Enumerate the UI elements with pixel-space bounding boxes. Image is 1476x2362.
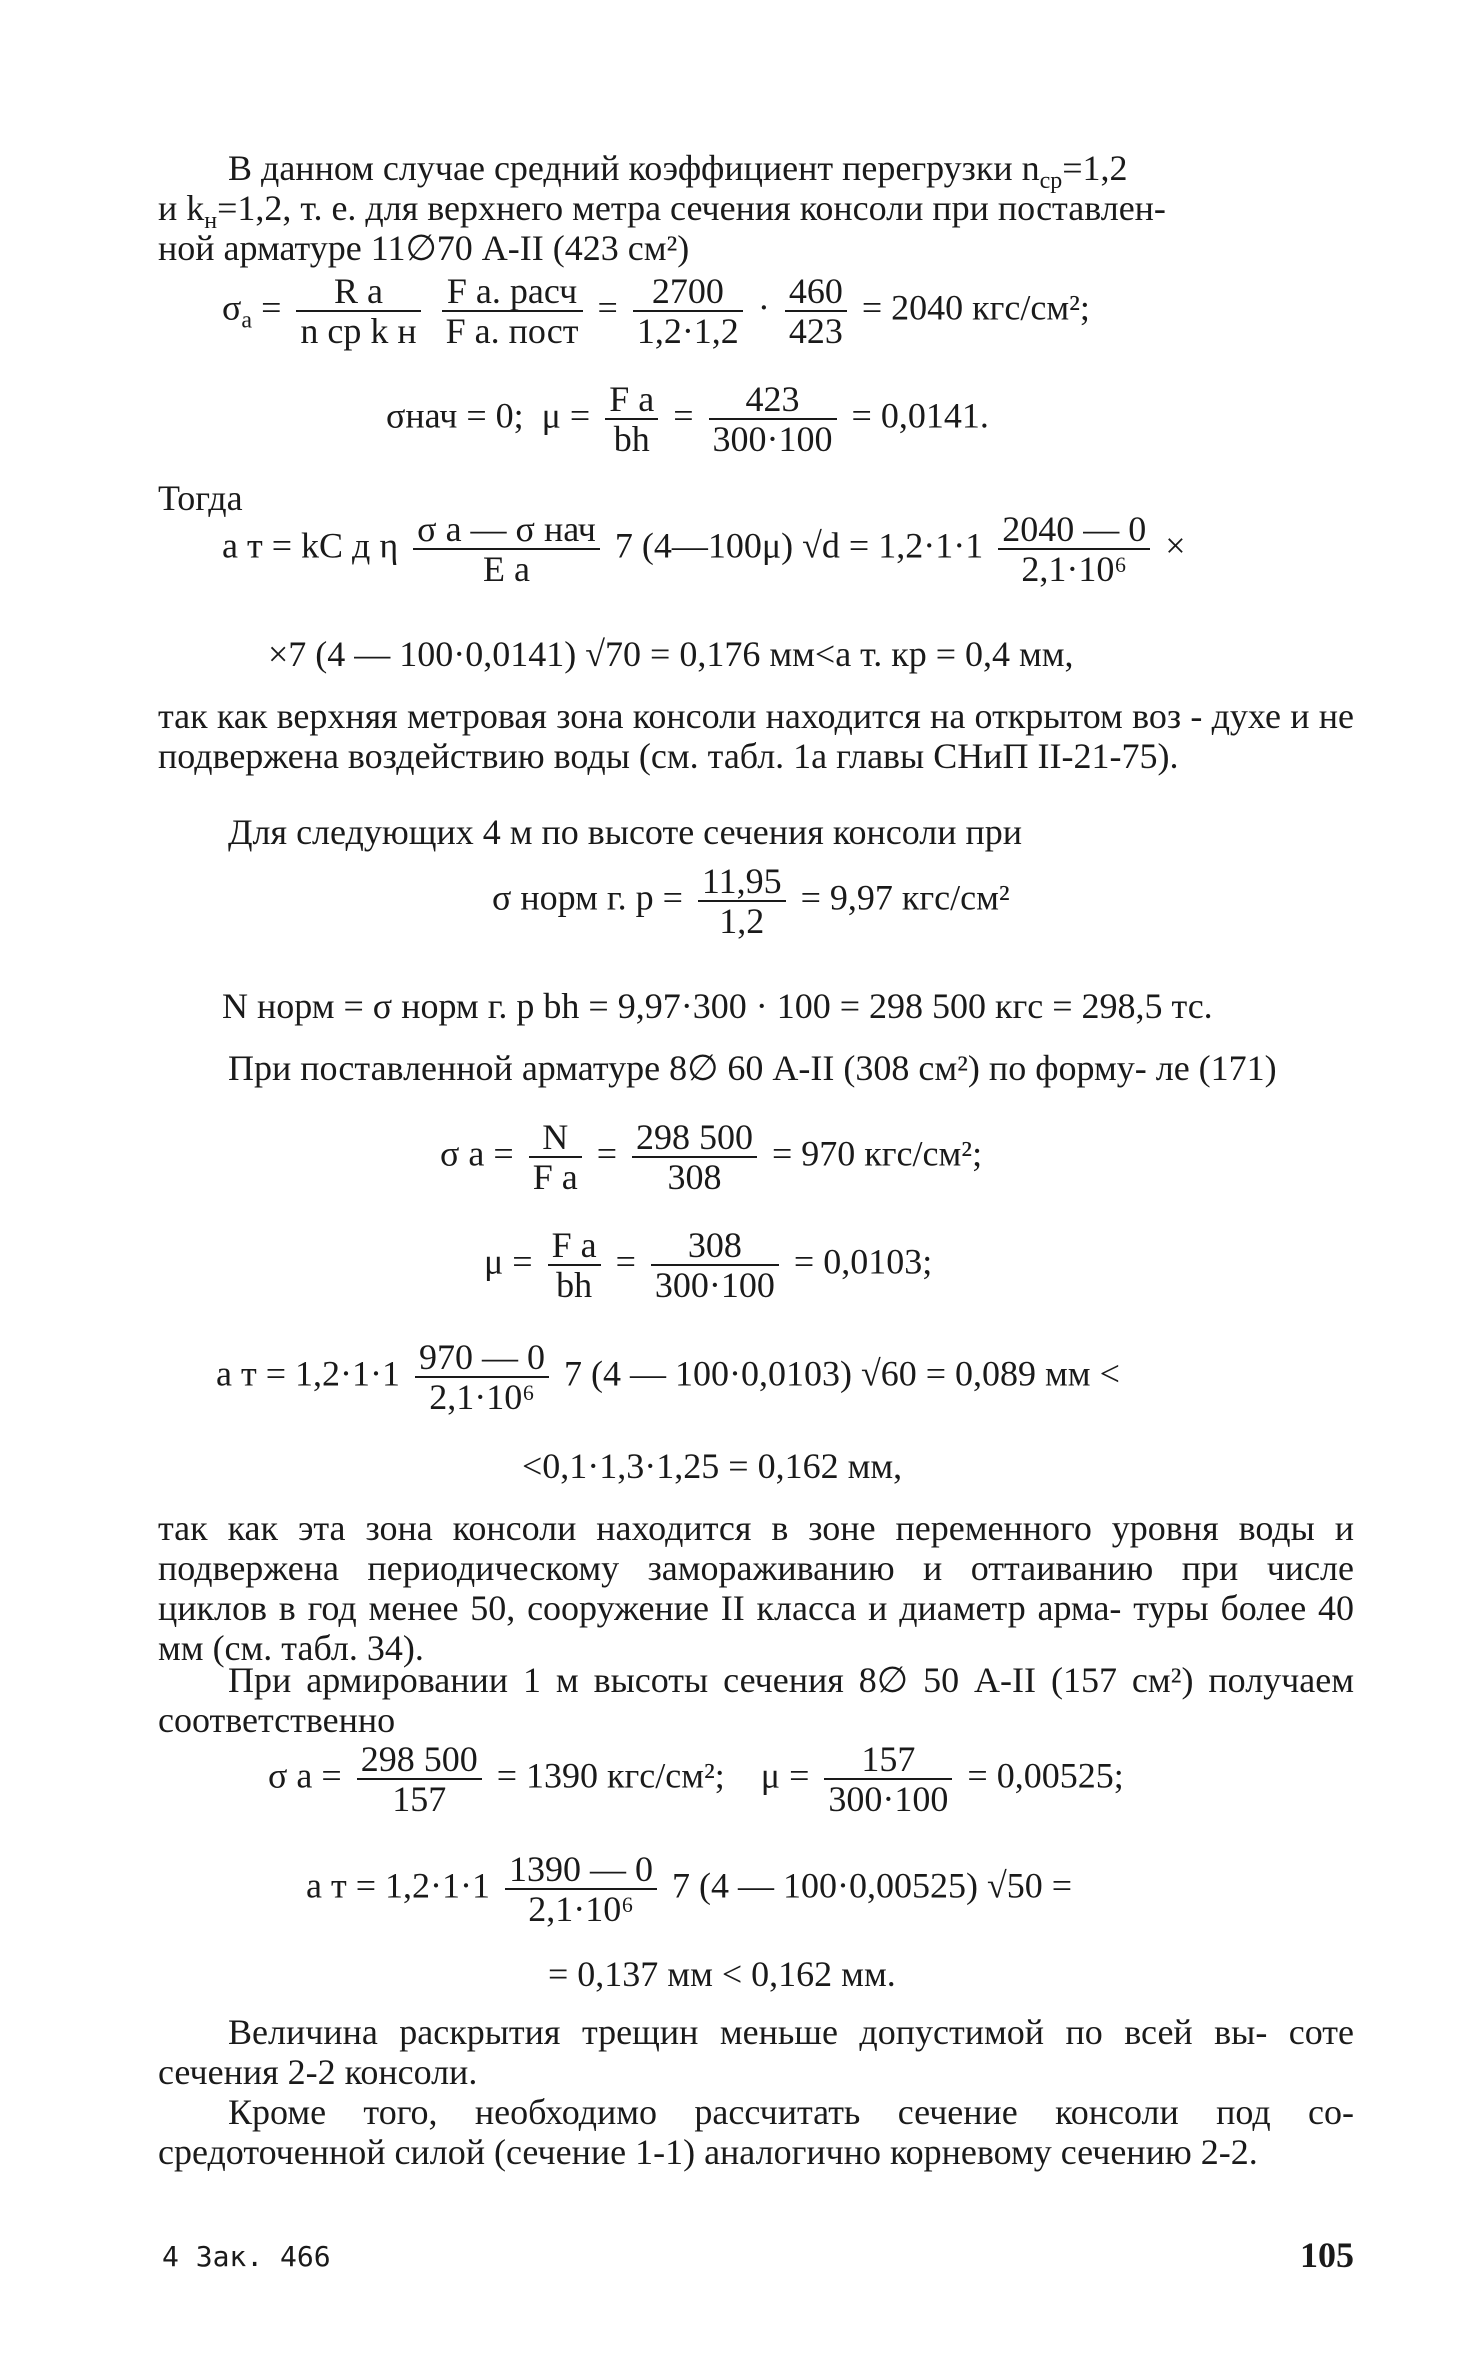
equation-sigma-norm: σ норм г. р = $\frac{11,95}{1,2}$ = 9,97 кгс/см² bbox=[492, 861, 1010, 941]
word-togda: Тогда bbox=[158, 478, 243, 518]
equation-n-norm: N норм = σ норм г. р bh = 9,97·300 · 100 = 298 500 кгс = 298,5 тс. bbox=[222, 986, 1213, 1026]
paragraph-8-50: При армировании 1 м высоты сечения 8∅ 50 А-II (157 см²) получаем соответственно bbox=[158, 1660, 1354, 1740]
fraction: $\frac{\text{R а}}{\text{n ср k н}}$ bbox=[296, 272, 420, 350]
fraction: $\frac{1390 — 0}{\text{2,1·10⁶}}$ bbox=[505, 1850, 657, 1928]
equation-crack-width-2-limit: <0,1·1,3·1,25 = 0,162 мм, bbox=[522, 1446, 903, 1486]
equation-crack-width-3: a т = 1,2·1·1 $\frac{1390 — 0}{\text{2,1·10⁶}}$ 7 (4 — 100·0,00525) √50 = bbox=[306, 1849, 1073, 1929]
paragraph-variable-water: так как эта зона консоли находится в зоне переменного уровня воды и подвержена периодическому замораживанию и оттаиванию при числе циклов в год менее 50, сооружение II класса и диаметр арма- туры более 40 мм (см. табл. 34). bbox=[158, 1508, 1354, 1668]
equation-crack-width-3-result: = 0,137 мм < 0,162 мм. bbox=[548, 1954, 896, 1994]
fraction: $\frac{N}{\text{F а}}$ bbox=[529, 1118, 582, 1196]
footer-order-number: 4 Зак. 466 bbox=[162, 2240, 331, 2273]
fraction: $\frac{298 500}{157}$ bbox=[357, 1740, 482, 1818]
equation-mu-1: σнач = 0; μ = $\frac{\text{F а}}{bh}$ = $\frac{423}{300\cdot 100}$ = 0,0141. bbox=[386, 379, 989, 459]
paragraph-8-60: При поставленной арматуре 8∅ 60 А-II (308 см²) по форму- ле (171) bbox=[228, 1048, 1277, 1088]
fraction: $\frac{\text{F а. расч}}{\text{F а. пост}}$ bbox=[442, 272, 583, 350]
fraction: $\frac{2700}{1,2\cdot 1,2}$ bbox=[633, 272, 743, 350]
equation-sigma-mu-3: σ а = $\frac{298 500}{157}$ = 1390 кгс/см²; μ = $\frac{157}{300\cdot 100}$ = 0,00525; bbox=[268, 1739, 1124, 1819]
page-number: 105 bbox=[1300, 2235, 1354, 2275]
fraction: $\frac{460}{423}$ bbox=[785, 272, 847, 350]
fraction: $\frac{298 500}{308}$ bbox=[632, 1118, 757, 1196]
paragraph-open-air: так как верхняя метровая зона консоли находится на открытом воз - духе и не подвержена воздействию воды (см. табл. 1а главы СНиП II-21-75). bbox=[158, 696, 1354, 776]
text-line-3: ной арматуре 11∅70 А-II (423 см²) bbox=[158, 228, 690, 268]
fraction: $\frac{2040 — 0}{\text{2,1·10⁶}}$ bbox=[998, 510, 1150, 588]
equation-sigma-a: $\sigma_а$ = $\frac{\text{R а}}{\text{n ср k н}}$ $\frac{\text{F а. расч}}{\text{F а. пост}}$ = $\frac{2700}{1,2\cdot 1,2}$ · $\frac{460}{423}$ = 2040 кгс/см²; bbox=[222, 271, 1090, 351]
paragraph-section-1-1: Кроме того, необходимо рассчитать сечение консоли под со- средоточенной силой (сечение 1-1) аналогично корневому сечению 2-2. bbox=[158, 2092, 1354, 2172]
equation-crack-width-2: a т = 1,2·1·1 $\frac{970 — 0}{\text{2,1·10⁶}}$ 7 (4 — 100·0,0103) √60 = 0,089 мм < bbox=[216, 1337, 1120, 1417]
equation-crack-width-1-cont: ×7 (4 — 100·0,0141) √70 = 0,176 мм<a т. кр = 0,4 мм, bbox=[268, 634, 1074, 674]
equation-crack-width-1: a т = kC д η $\frac{\text{σ а — σ нач}}{\text{E а}}$ 7 (4—100μ) √d = 1,2·1·1 $\frac{2040 — 0}{\text{2,1·10⁶}}$ × bbox=[222, 509, 1186, 589]
fraction: $\frac{970 — 0}{\text{2,1·10⁶}}$ bbox=[415, 1338, 549, 1416]
paragraph-conclusion: Величина раскрытия трещин меньше допустимой по всей вы- соте сечения 2-2 консоли. bbox=[158, 2012, 1354, 2092]
equation-sigma-a-2: σ а = $\frac{N}{\text{F а}}$ = $\frac{298 500}{308}$ = 970 кгс/см²; bbox=[440, 1117, 983, 1197]
text-next-4m: Для следующих 4 м по высоте сечения консоли при bbox=[228, 812, 1023, 852]
fraction: $\frac{308}{300\cdot 100}$ bbox=[651, 1226, 779, 1304]
text-line-2: и $k_н=1,2$, т. е. для верхнего метра сечения консоли при поставлен- bbox=[158, 188, 1166, 235]
fraction: $\frac{11,95}{1,2}$ bbox=[698, 862, 786, 940]
equation-mu-2: μ = $\frac{\text{F а}}{bh}$ = $\frac{308}{300\cdot 100}$ = 0,0103; bbox=[484, 1225, 933, 1305]
fraction: $\frac{\text{σ а — σ нач}}{\text{E а}}$ bbox=[413, 510, 600, 588]
fraction: $\frac{157}{300\cdot 100}$ bbox=[824, 1740, 952, 1818]
fraction: $\frac{\text{F а}}{bh}$ bbox=[548, 1226, 601, 1304]
text-line-1: В данном случае средний коэффициент перегрузки $n_{ср}=1,2$ bbox=[228, 148, 1128, 195]
fraction: $\frac{423}{300\cdot 100}$ bbox=[709, 380, 837, 458]
fraction: $\frac{\text{F а}}{bh}$ bbox=[605, 380, 658, 458]
